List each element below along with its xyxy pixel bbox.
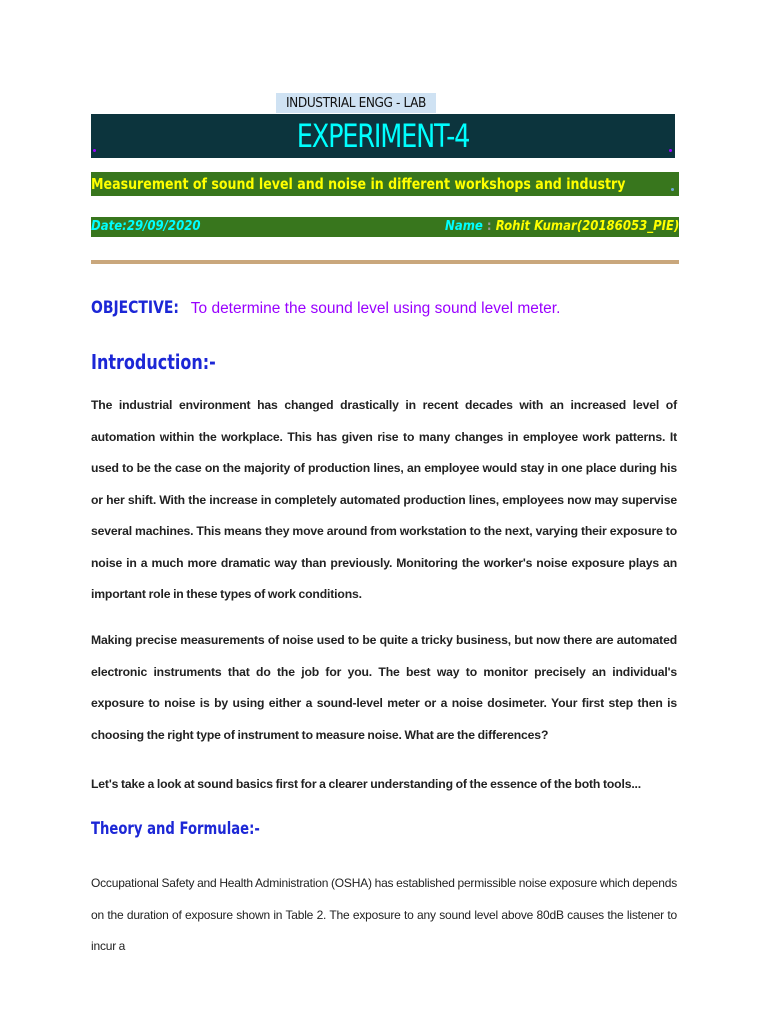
objective-label: OBJECTIVE: bbox=[91, 298, 179, 318]
name-label: Name bbox=[444, 219, 483, 234]
subtitle-banner bbox=[91, 172, 679, 196]
banner-dot-left bbox=[93, 149, 96, 152]
name-value: Rohit Kumar(20186053_PIE) bbox=[495, 219, 679, 234]
objective-line bbox=[91, 298, 560, 318]
intro-paragraph-1: The industrial environment has changed drastically in recent decades with an increased level of automation within the workplace. This has given rise to many changes in employee work patterns. It used to be the case on the majority of production lines, an employee would stay in one place during his or her shift. With the increase in completely automated production lines, employees now may supervise several machines. This means they move around from workstation to the next, varying their exposure to noise in a much more dramatic way than previously. Monitoring the worker's noise exposure plays an important role in these types of work conditions. bbox=[91, 398, 677, 601]
theory-paragraph: Occupational Safety and Health Administration (OSHA) has established permissible noise exposure which depends on the duration of exposure shown in Table 2. The exposure to any sound level above 80dB causes the listener to incur a bbox=[91, 876, 677, 953]
name-colon: : bbox=[486, 219, 492, 234]
subtitle-dot bbox=[671, 188, 674, 191]
experiment-subtitle: Measurement of sound level and noise in different workshops and industry bbox=[91, 175, 626, 193]
introduction-heading: Introduction:- bbox=[91, 350, 216, 374]
objective-text: To determine the sound level using sound level meter. bbox=[190, 300, 561, 317]
intro-paragraph-2: Making precise measurements of noise used to be quite a tricky business, but now there are automated electronic instruments that do the job for you. The best way to monitor precisely an individual's exposure to noise is by using either a sound-level meter or a noise dosimeter. Your first step then is choosing the right type of instrument to measure noise. What are the differences? bbox=[91, 633, 677, 742]
horizontal-rule bbox=[91, 260, 679, 264]
meta-banner bbox=[91, 217, 679, 237]
intro-paragraph-3: Let's take a look at sound basics first for a clearer understanding of the essence of the both tools... bbox=[91, 777, 642, 791]
lab-label bbox=[276, 93, 436, 113]
experiment-date: Date:29/09/2020 bbox=[91, 219, 201, 234]
experiment-title: EXPERIMENT-4 bbox=[296, 117, 470, 155]
banner-dot-right bbox=[669, 149, 672, 152]
student-name bbox=[445, 217, 679, 237]
lab-label-text: INDUSTRIAL ENGG - LAB bbox=[286, 95, 426, 111]
experiment-banner bbox=[91, 114, 675, 158]
theory-heading: Theory and Formulae:- bbox=[91, 819, 260, 838]
